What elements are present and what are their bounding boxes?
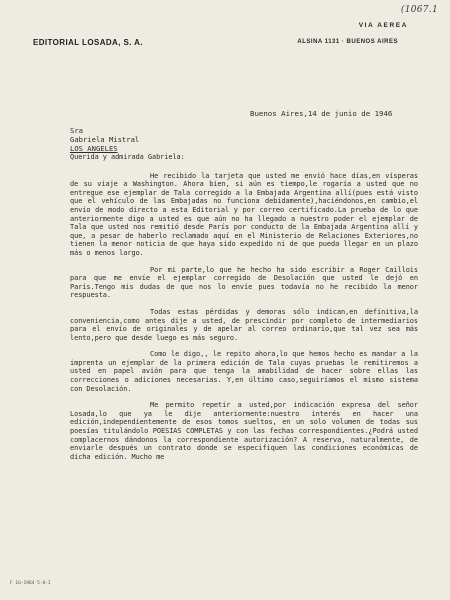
- publisher-name: EDITORIAL LOSADA, S. A.: [33, 38, 143, 47]
- archive-note: (1067.1: [400, 5, 438, 15]
- salutation: Querida y admirada Gabriela:: [70, 153, 185, 161]
- paragraph: Todas estas pérdidas y demoras sólo indican,en definitiva,la conveniencia,como antes dije a usted, de prescindir por completo de intermediarios para el envío de originales y de apelar al correo ordinario,que tal vez sea más lento,pero que desde luego es más seguro.: [70, 307, 418, 342]
- paragraph: Me permito repetir a usted,por indicación expresa del señor Losada,lo que ya le dije anteriormente:nuestro interés en hacer una edición,independientemente de esos tomos sueltos, en un solo volumen de todas sus poesías titulándolo POESIAS COMPLETAS y con las fechas correspondientes.¿Podrá usted complacernos dándonos la correspondiente autorización? A reserva, naturalmente, de enviarle después un contrato donde se especifiquen las condiciones económicas de dicha edición. Mucho me: [70, 401, 418, 461]
- footer-code: F 1G-1964 5-8-I: [10, 581, 51, 586]
- paragraph: Como le digo,, le repito ahora,lo que hemos hecho es mandar a la imprenta un ejemplar de la primera edición de Tala cuyas pruebas le remitiremos a usted en papel avión para que tenga la amabilidad de hacer sobre ellas las correcciones o adiciones necesarias. Y,en último caso,seguiríamos el mismo sistema con Desolación.: [70, 350, 418, 393]
- recipient-block: [70, 126, 139, 153]
- letter-body: [70, 153, 418, 469]
- paragraph: He recibido la tarjeta que usted me envió hace días,en vísperas de su viaje a Washington. Ahora bien, si aún es tiempo,le rogaría a usted que no entregue ese ejemplar de Tala corregido a la Embajada Argentina allí(pues está visto que el vehículo de las Embajadas no funciona debidamente),haciéndonos,en cambio,el envío de modo directo a esta Editorial y por correo certificado.La prueba de lo que anteriormente digo a usted es que aún no ha llegado a nuestro poder el ejemplar de Tala que usted nos remitió desde París por conducto de la Embajada Argentina allí y que, a pesar de haberlo reclamado aquí en el Ministerio de Relaciones Exteriores,no tienen la menor noticia de que haya sido expedido ni de que pueda llegar en un plazo más o menos largo.: [70, 171, 418, 257]
- publisher-address: ALSINA 1131 · BUENOS AIRES: [297, 39, 398, 45]
- recipient-city: LOS ANGELES: [70, 144, 118, 153]
- via-aerea-label: VIA AEREA: [358, 22, 408, 29]
- paragraph: Por mi parte,lo que he hecho ha sido escribir a Roger Caillois para que me envíe el ejemplar corregido de Desolación que usted le dejó en París.Tengo mis dudas de que nos lo envíe pues todavía no he recibido la menor respuesta.: [70, 265, 418, 300]
- recipient-title: Sra: [70, 126, 83, 135]
- recipient-name: Gabriela Mistral: [70, 135, 140, 144]
- letter-date: Buenos Aires,14 de junio de 1946: [250, 109, 393, 118]
